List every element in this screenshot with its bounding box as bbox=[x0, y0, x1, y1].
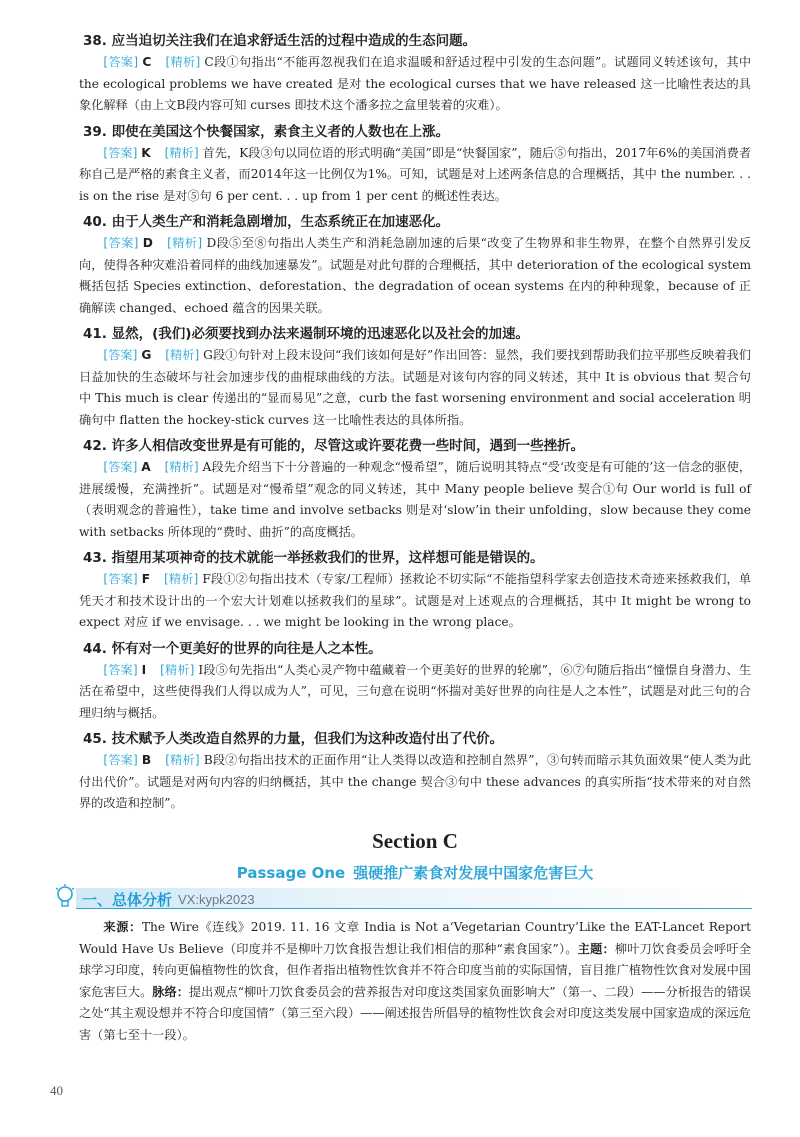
answer-list bbox=[79, 30, 751, 883]
question-statement: 43. 指望用某项神奇的技术就能一举拯救我们的世界，这样想可能是错误的。 bbox=[83, 550, 544, 566]
answer-item bbox=[79, 547, 751, 634]
analysis-label: [精析] bbox=[164, 145, 199, 160]
answer-explanation bbox=[79, 660, 751, 725]
analysis-text: 首先，K段③句以同位语的形式明确“美国”即是“快餐国家”，随后⑤句指出，2017年6%的美国消费者称自己是严格的素食主义者，而2014年这一比例仅为1%。可知，试题是对上述两条信息的合理概括，其中 the number. . . is on the rise 是对⑤句 6 per cent. . . up from 1 per cent 的概述性表达。 bbox=[79, 145, 752, 203]
answer-letter: B bbox=[141, 753, 152, 767]
question-statement: 39. 即使在美国这个快餐国家，素食主义者的人数也在上涨。 bbox=[83, 123, 450, 140]
theme-label: 主题： bbox=[577, 941, 615, 956]
answer-item bbox=[79, 211, 751, 319]
answer-letter: A bbox=[141, 460, 151, 474]
analysis-heading: 一、总体分析 bbox=[82, 891, 173, 909]
theme-text: 柳叶刀饮食委员会呼吁全球学习印度，转向更偏植物性的饮食，但作者指出植物性饮食并不符合印度当前的实际国情，盲目推广植物性饮食对发展中国家危害巨大。 bbox=[79, 941, 751, 999]
source-text: The Wire《连线》2019. 11. 16 文章 India is Not a‘Vegetarian Country’Like the EAT-Lancet Report Would Have Us Believe（印度并不是柳叶刀饮食报告想让我们相信的那种“素食国家”）。 bbox=[79, 920, 752, 956]
answer-label: [答案] bbox=[103, 145, 138, 160]
answer-label: [答案] bbox=[103, 348, 138, 362]
answer-label: [答案] bbox=[103, 460, 138, 474]
passage-label: Passage One bbox=[236, 863, 346, 882]
answer-item bbox=[79, 121, 751, 208]
overall-analysis-header bbox=[48, 883, 753, 913]
answer-label: [答案] bbox=[103, 753, 138, 767]
answer-item bbox=[79, 638, 751, 725]
answer-label: [答案] bbox=[103, 572, 138, 586]
analysis-text: C段①句指出“不能再忽视我们在追求温暖和舒适过程中引发的生态问题”。试题同义转述该句，其中 the ecological problems we have created 是对 the ecological curses that we have released 这一比喻性表达的具象化解释（由上文B段内容可知 curses 即技术这个潘多拉之盒里装着的灾难）。 bbox=[79, 55, 752, 112]
answer-explanation bbox=[79, 345, 751, 431]
analysis-text: I段⑤句先指出“人类心灵产物中蕴藏着一个更美好的世界的轮廓”，⑥⑦句随后指出“憧憬自身潜力、生活在希望中，这些使得我们人得以成为人”，可见，三句意在说明“怀揣对美好世界的向往是人之本性”，试题是对此三句的合理归纳与概括。 bbox=[79, 662, 752, 720]
source-label: 来源： bbox=[103, 920, 142, 934]
analysis-label: [精析] bbox=[165, 55, 201, 69]
analysis-label: [精析] bbox=[165, 348, 200, 362]
analysis-text: G段①句针对上段末设问“我们该如何是好”作出回答：显然，我们要找到帮助我们拉平那些反映着我们日益加快的生态破坏与社会加速步伐的曲棍球曲线的方法。试题是对该句内容的同义转述，其中 It is obvious that 契合句中 This much is clear 传递出的“显而易见”之意，curb the fast worsening environment and social acceleration 明确句中 flatten the hockey-stick curves 这一比喻性表达的具体所指。 bbox=[79, 348, 752, 427]
answer-letter: G bbox=[141, 348, 152, 362]
source-paragraph bbox=[79, 917, 751, 1046]
answer-item bbox=[79, 728, 751, 815]
passage-heading bbox=[79, 862, 751, 883]
answer-explanation bbox=[79, 143, 751, 208]
analysis-text: B段②句指出技术的正面作用“让人类得以改造和控制自然界”，③句转而暗示其负面效果“使人类为此付出代价”。试题是对两句内容的归纳概括，其中 the change 契合③句中 these advances 的真实所指“技术带来的对自然界的改造和控制”。 bbox=[79, 753, 752, 810]
answer-item bbox=[79, 30, 751, 117]
outline-label: 脉络： bbox=[152, 984, 189, 999]
answer-label: [答案] bbox=[103, 55, 139, 69]
outline-text: 提出观点“柳叶刀饮食委员会的营养报告对印度这类国家负面影响大”（第一、二段）——分析报告的错误之处“其主观设想并不符合印度国情”（第三至六段）——阐述报告所倡导的植物性饮食会对印度这类发展中国家造成的深远危害（第七至十一段）。 bbox=[79, 984, 751, 1042]
answer-label: [答案] bbox=[103, 662, 138, 677]
analysis-label: [精析] bbox=[165, 753, 200, 767]
question-statement: 44. 怀有对一个更美好的世界的向往是人之本性。 bbox=[83, 640, 382, 657]
question-statement: 45. 技术赋予人类改造自然界的力量，但我们为这种改造付出了代价。 bbox=[83, 731, 504, 747]
watermark: VX:kypk2023 bbox=[178, 892, 255, 907]
analysis-text: A段先介绍当下十分普遍的一种观念“慢希望”，随后说明其特点“受‘改变是有可能的’这一信念的驱使，进展缓慢，充满挫折”。试题是对“慢希望”观念的同义转述，其中 Many people believe 契合①句 Our world is full of（表明观念的普遍性），take time and involve setbacks 则是对‘slow’in their unfolding，slow because they come with setbacks 所体现的“费时、曲折”的高度概括。 bbox=[79, 460, 752, 539]
analysis-label: [精析] bbox=[164, 460, 199, 474]
lightbulb-icon bbox=[54, 883, 76, 911]
analysis-text: F段①②句指出技术（专家/工程师）拯救论不切实际“不能指望科学家去创造技术奇迹来拯救我们，单凭天才和技术设计出的一个宏大计划难以拯救我们的星球”。试题是对上述观点的合理概括，其中 It might be wrong to expect 对应 if we envisage. . . we might be looking in the wrong place。 bbox=[79, 572, 752, 629]
answer-letter: K bbox=[141, 145, 151, 160]
analysis-label: [精析] bbox=[164, 572, 199, 586]
answer-explanation bbox=[79, 52, 751, 117]
question-statement: 40. 由于人类生产和消耗急剧增加，生态系统正在加速恶化。 bbox=[83, 214, 450, 230]
answer-item bbox=[79, 323, 751, 431]
answer-letter: C bbox=[142, 55, 152, 69]
section-title: Section C bbox=[372, 828, 458, 853]
question-statement: 41. 显然，(我们)必须要找到办法来遏制环境的迅速恶化以及社会的加速。 bbox=[83, 326, 529, 342]
answer-explanation bbox=[79, 750, 751, 815]
answer-explanation bbox=[79, 569, 751, 634]
analysis-text: D段⑤至⑧句指出人类生产和消耗急剧加速的后果“改变了生物界和非生物界，在整个自然界引发反向，使得各种灾难沿着同样的曲线加速暴发”。试题是对此句群的合理概括，其中 deterioration of the ecological system 概括包括 Species extinction、deforestation、the degradation of ocean systems 在内的种种现象，because of 正确解读 changed、echoed 蕴含的因果关联。 bbox=[79, 236, 752, 315]
answer-letter: D bbox=[142, 236, 153, 250]
answer-explanation bbox=[79, 233, 751, 319]
page-number: 40 bbox=[50, 1083, 63, 1098]
answer-label: [答案] bbox=[103, 236, 139, 250]
answer-letter: I bbox=[141, 662, 147, 677]
analysis-label: [精析] bbox=[160, 662, 195, 677]
passage-title: 强硬推广素食对发展中国家危害巨大 bbox=[353, 863, 594, 882]
analysis-label: [精析] bbox=[167, 236, 203, 250]
answer-item bbox=[79, 435, 751, 543]
answer-explanation bbox=[79, 457, 751, 543]
answer-letter: F bbox=[141, 572, 151, 586]
question-statement: 38. 应当迫切关注我们在追求舒适生活的过程中造成的生态问题。 bbox=[83, 33, 477, 49]
question-statement: 42. 许多人相信改变世界是有可能的，尽管这或许要花费一些时间，遇到一些挫折。 bbox=[83, 438, 585, 454]
